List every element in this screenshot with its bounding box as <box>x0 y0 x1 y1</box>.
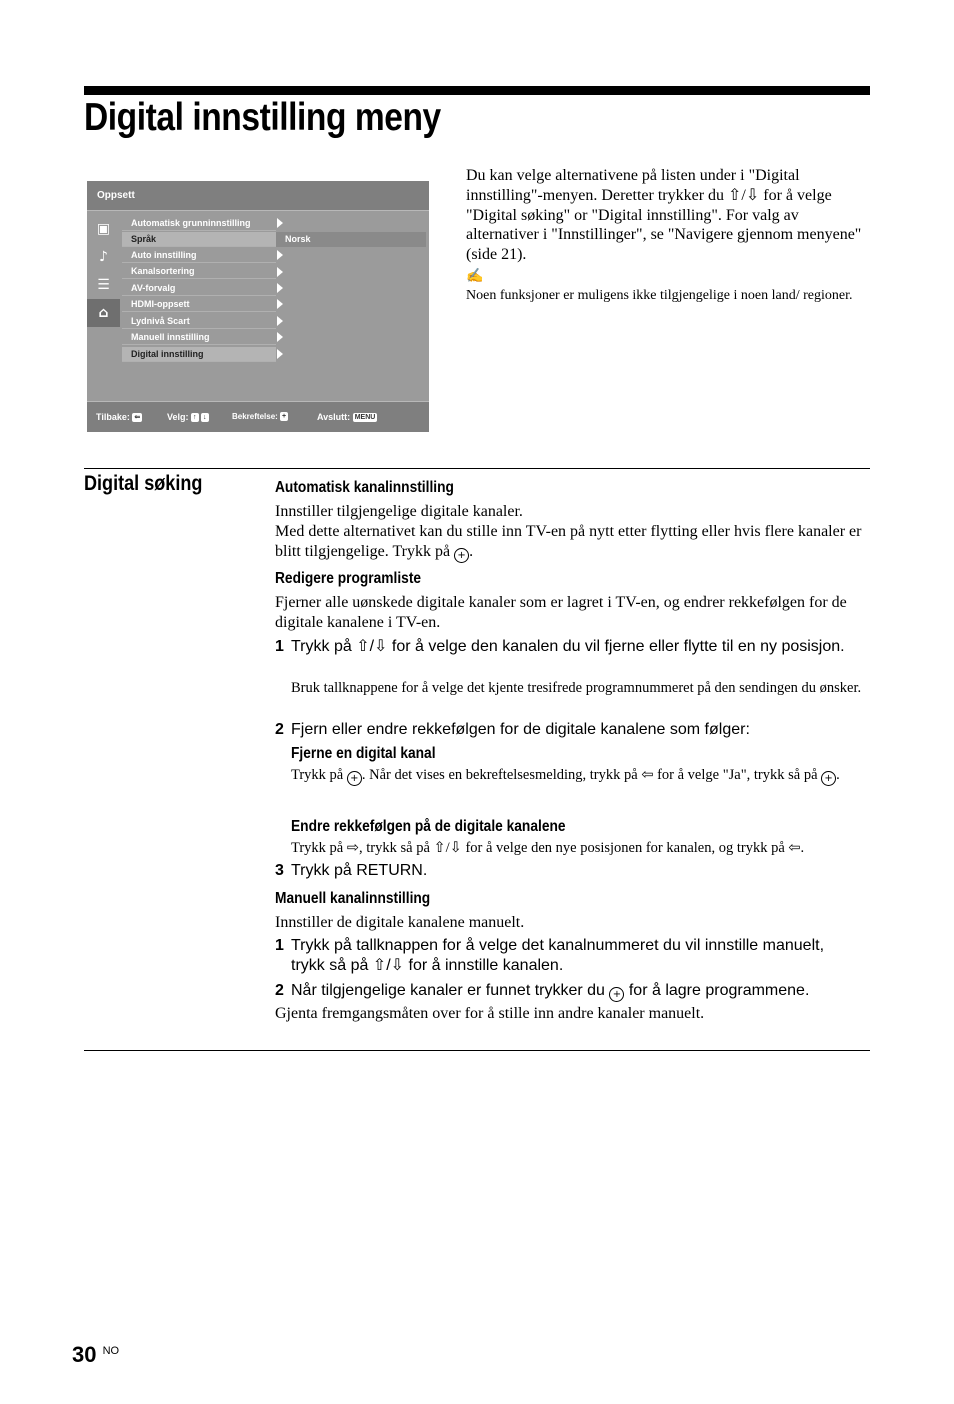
tv-menu-item: HDMI-oppsett <box>122 297 276 312</box>
subheading-manual: Manuell kanalinnstilling <box>275 890 431 907</box>
tv-menu-screenshot <box>87 181 429 431</box>
menu-key: MENU <box>354 414 376 422</box>
enter-icon: + <box>821 771 836 786</box>
down-arrow-icon: ↓ <box>203 414 207 422</box>
step-number: 1 <box>275 937 284 954</box>
subheading-reorder: Endre rekkefølgen på de digitale kanalene <box>291 818 566 835</box>
subheading-remove: Fjerne en digital kanal <box>291 745 436 762</box>
step-number: 2 <box>275 982 284 999</box>
tv-menu-item: Automatisk grunninnstilling <box>122 216 276 231</box>
section-bottom-rule <box>84 1050 870 1051</box>
note-text: Noen funksjoner er muligens ikke tilgjengelige i noen land/ regioner. <box>466 288 853 303</box>
remove-text: Trykk på + . Når det vises en bekreftelsesmelding, trykk på ⇦ for å velge "Ja", trykk så på + . <box>291 767 840 784</box>
back-arrow-icon: ⇐ <box>134 414 141 422</box>
section-heading: Digital søking <box>84 472 203 495</box>
manual-desc: Innstiller de digitale kanalene manuelt. <box>275 914 525 931</box>
subheading-edit: Redigere programliste <box>275 570 422 587</box>
enter-icon: + <box>347 771 362 786</box>
auto-paragraph: Med dette alternativet kan du stille inn TV-en på nytt etter flytting eller hvis flere kanaler er blitt tilgjengelige. Trykk på + . <box>275 523 862 561</box>
plus-icon: + <box>282 413 287 421</box>
manual-step2: Når tilgjengelige kanaler er funnet trykker du + for å lagre programmene. <box>291 982 810 1000</box>
setup-toolbox-icon: ⌂ <box>87 299 120 327</box>
chevron-right-icon <box>277 267 283 277</box>
tv-menu-item: Språk <box>122 232 276 247</box>
chevron-right-icon <box>277 299 283 309</box>
auto-line1: Innstiller tilgjengelige digitale kanaler. <box>275 503 523 520</box>
pencil-note-icon: ✍ <box>466 269 484 284</box>
tv-menu-item: Lydnivå Scart <box>122 314 276 329</box>
features-icon: ☰ <box>97 277 110 293</box>
section-top-rule <box>84 468 870 469</box>
edit-step1-note: Bruk tallknappene for å velge det kjente tresifrede programnummeret på den sendingen du ønsker. <box>291 680 862 696</box>
tv-menu-header <box>87 181 429 211</box>
reorder-text: Trykk på ⇨, trykk så på ⇧/⇩ for å velge den nye posisjonen for kanalen, og trykk på ⇦. <box>291 840 805 856</box>
step-number: 3 <box>275 862 284 879</box>
tv-menu-item: Kanalsortering <box>122 264 276 279</box>
step-number: 1 <box>275 638 284 655</box>
tv-menu-footer <box>87 401 429 432</box>
edit-step2: Fjern eller endre rekkefølgen for de digitale kanalene som følger: <box>291 721 750 738</box>
subheading-auto: Automatisk kanalinnstilling <box>275 479 454 496</box>
tv-menu-item: Auto innstilling <box>122 248 276 263</box>
footer-select: Velg: ↑ ↓ <box>167 412 207 422</box>
chevron-right-icon <box>277 283 283 293</box>
chevron-right-icon <box>277 332 283 342</box>
tv-menu-selected-value: Norsk <box>276 232 426 247</box>
footer-back: Tilbake: ⇐ <box>96 412 141 422</box>
tv-menu-item: Manuell innstilling <box>122 330 276 345</box>
tv-menu-title: Oppsett <box>97 190 135 201</box>
chevron-right-icon <box>277 250 283 260</box>
tv-menu-item: Digital innstilling <box>122 347 276 362</box>
tv-menu-sidebar <box>87 211 120 401</box>
footer-confirm: Bekreftelse: + <box>232 412 287 421</box>
page-title: Digital innstilling meny <box>84 96 441 139</box>
page-number: 30 $^{NO}$ <box>72 1342 120 1367</box>
tv-menu-item: AV-forvalg <box>122 281 276 296</box>
manual-step1: Trykk på tallknappen for å velge det kanalnummeret du vil innstille manuelt, trykk så på ⇧/⇩ for å innstille kanalen. <box>291 937 825 974</box>
up-arrow-icon: ↑ <box>193 414 197 422</box>
chevron-right-icon <box>277 316 283 326</box>
enter-icon: + <box>454 548 469 563</box>
title-rule <box>84 86 870 95</box>
manual-repeat: Gjenta fremgangsmåten over for å stille inn andre kanaler manuelt. <box>275 1005 705 1022</box>
picture-icon: ▣ <box>96 221 111 237</box>
sound-icon: ♪ <box>99 249 108 265</box>
chevron-right-icon <box>277 349 283 359</box>
chevron-right-icon <box>277 218 283 228</box>
edit-desc: Fjerner alle uønskede digitale kanaler som er lagret i TV-en, og endrer rekkefølgen for de digitale kanalene i TV-en. <box>275 594 847 631</box>
edit-step1: Trykk på ⇧/⇩ for å velge den kanalen du vil fjerne eller flytte til en ny posisjon. <box>291 638 845 655</box>
edit-step3: Trykk på RETURN. <box>291 862 428 879</box>
enter-icon: + <box>609 987 624 1002</box>
footer-exit: Avslutt: MENU <box>317 412 376 422</box>
intro-text: Du kan velge alternativene på listen under i "Digital innstilling"-menyen. Deretter trykker du ⇧/⇩ for å velge "Digital søking" or "Digital innstilling". For valg av alternativer i "Innstillinger", se "Navigere gjennom menyene" (side 21). <box>466 167 862 264</box>
step-number: 2 <box>275 721 284 738</box>
